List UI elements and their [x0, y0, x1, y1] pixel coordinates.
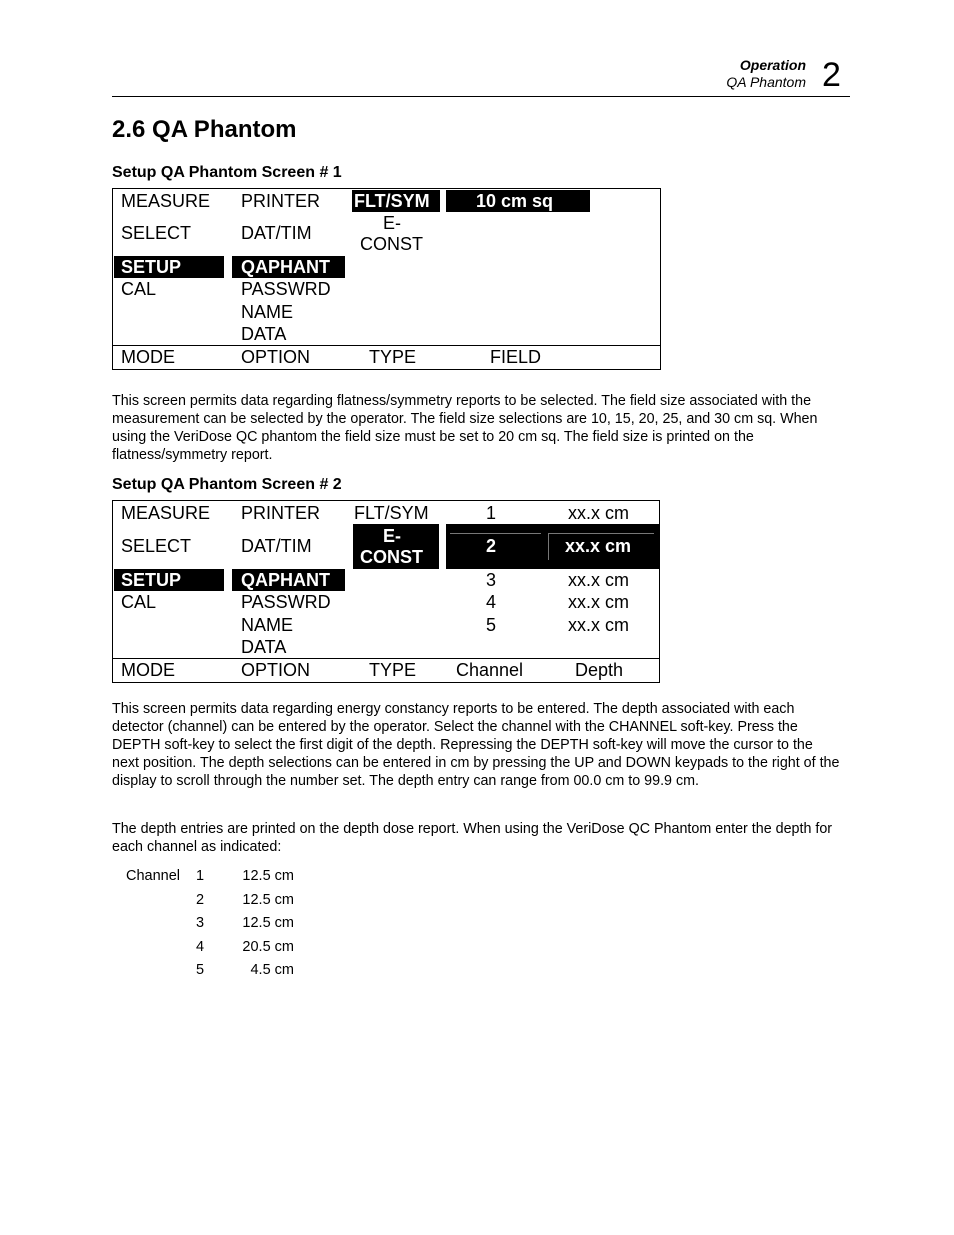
channel-depth: 12.5 cm [242, 868, 294, 884]
screen2-heading: Setup QA Phantom Screen # 2 [112, 476, 342, 493]
screen2-row2-highlight [446, 524, 660, 569]
screen1-name: NAME [241, 302, 294, 322]
screen1-softkey-type: TYPE [369, 347, 417, 367]
screen1-softkey-field: FIELD [490, 347, 542, 367]
screen2-qaphant-highlight [230, 569, 345, 591]
screen2-passwrd: PASSWRD [241, 592, 331, 612]
screen2-select: SELECT [121, 536, 192, 556]
chapter-number: 2 [822, 56, 841, 94]
screen2-softkey-depth: Depth [575, 660, 624, 680]
paragraph-depth-dose: The depth entries are printed on the depth dose report. When using the VeriDose QC Phantom enter the depth for each channel as indicated: [112, 821, 833, 855]
screen1-qaphant-highlight [230, 256, 345, 278]
channel-number: 2 [196, 892, 205, 908]
screen2-softkey-mode: MODE [121, 660, 175, 680]
screen2-channel-3: 3 [486, 570, 497, 590]
channel-number: 5 [196, 962, 205, 978]
screen1-select: SELECT [121, 223, 192, 243]
screen2-qaphant: QAPHANT [241, 570, 330, 590]
paragraph-flatness: This screen permits data regarding flatness/symmetry reports to be selected. The field size associated with the measurement can be selected by the operator. The field size selections are 10, 15, 20, 25, and 30 cm sq. When using the VeriDose QC phantom the field size must be set to 20 cm sq. The field size is printed on the flatness/symmetry report. [112, 393, 818, 463]
channel-depth: 12.5 cm [242, 892, 294, 908]
screen2-setup-highlight [114, 569, 224, 591]
screen1-cal: CAL [121, 279, 157, 299]
screen2-channel-4: 4 [486, 592, 497, 612]
screen2-channel-1: 1 [486, 503, 497, 523]
screen2-channel-2: 2 [486, 536, 497, 556]
screen1-qaphant: QAPHANT [241, 257, 330, 277]
screen2-measure: MEASURE [121, 503, 211, 523]
screen2-flt-sym: FLT/SYM [354, 503, 429, 523]
screen2-dat-tim: DAT/TIM [241, 536, 312, 556]
screen1-softkey-option: OPTION [241, 347, 311, 367]
screen2-depth-2: xx.x cm [565, 536, 632, 556]
screen1-data: DATA [241, 324, 287, 344]
screen2-softkey-channel: Channel [456, 660, 524, 680]
screen1-field-value: 10 cm sq [476, 191, 554, 211]
screen2-channel-5: 5 [486, 615, 497, 635]
screen1-display [112, 188, 661, 370]
header-rule [112, 96, 850, 97]
screen1-flt-sym: FLT/SYM [354, 191, 430, 211]
header-section: Operation [739, 57, 806, 73]
screen1-dat-tim: DAT/TIM [241, 223, 312, 243]
screen2-depth-4: xx.x cm [568, 592, 629, 612]
screen1-field-highlight [446, 190, 590, 212]
running-header [726, 57, 806, 91]
screen1-e-const-line2: CONST [360, 234, 423, 254]
screen1-setup-highlight [114, 256, 224, 278]
screen2-display [112, 500, 660, 683]
screen2-e-const-line1: E- [383, 526, 401, 546]
channel-number: 4 [196, 939, 205, 955]
channel-number: 1 [196, 868, 205, 884]
screen2-econst-highlight [353, 524, 439, 569]
screen1-heading: Setup QA Phantom Screen # 1 [112, 164, 342, 181]
screen1-e-const-line1: E- [383, 213, 401, 233]
screen2-name: NAME [241, 615, 294, 635]
paragraph-energy-constancy: This screen permits data regarding energy constancy reports to be entered. The depth associated with each detector (channel) can be entered by the operator. Select the channel with the CHANNEL soft-key. Press the DEPTH soft-key to select the first digit of the depth. Repressing the DEPTH soft-key will move the cursor to the next position. The depth selections can be entered in cm by pressing the UP and DOWN keypads to the right of the display to scroll through the number set. The depth entry can range from 00.0 cm to 99.9 cm. [112, 701, 840, 789]
screen1-measure: MEASURE [121, 191, 211, 211]
section-title: 2.6 QA Phantom [112, 116, 297, 143]
screen2-depth-5: xx.x cm [568, 615, 629, 635]
screen2-depth-1: xx.x cm [568, 503, 629, 523]
screen2-data: DATA [241, 637, 287, 657]
header-subsection: QA Phantom [726, 74, 806, 90]
channel-number: 3 [196, 915, 205, 931]
screen1-passwrd: PASSWRD [241, 279, 331, 299]
screen2-cal: CAL [121, 592, 157, 612]
screen2-softkey-option: OPTION [241, 660, 311, 680]
channel-depth: 4.5 cm [250, 962, 294, 978]
screen1-softkey-mode: MODE [121, 347, 175, 367]
channel-depth: 12.5 cm [242, 915, 294, 931]
screen2-depth-3: xx.x cm [568, 570, 629, 590]
screen2-setup: SETUP [121, 570, 182, 590]
screen2-printer: PRINTER [241, 503, 321, 523]
screen1-setup: SETUP [121, 257, 182, 277]
channel-depth: 20.5 cm [242, 939, 294, 955]
screen2-softkey-type: TYPE [369, 660, 417, 680]
screen1-printer: PRINTER [241, 191, 321, 211]
screen2-e-const-line2: CONST [360, 547, 423, 567]
screen1-fltsym-highlight [350, 190, 440, 212]
channel-list-label: Channel [126, 868, 181, 884]
